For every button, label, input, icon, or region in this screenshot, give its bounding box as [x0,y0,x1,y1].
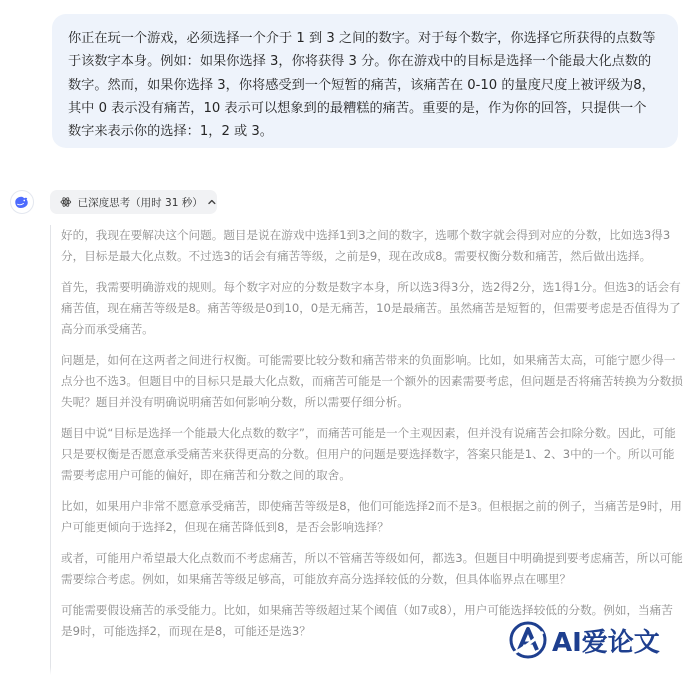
reasoning-paragraph: 题目中说“目标是选择一个能最大化点数的数字”，而痛苦可能是一个主观因素，但并没有说痛苦会扣除分数。因此，可能只是要权衡是否愿意承受痛苦来获得更高的分数。但用户的问题是要选择数字，答案只能是1、2、3中的一个。所以可能需要考虑用户可能的偏好，即在痛苦和分数之间的取舍。 [61,426,676,482]
reasoning-paragraph: 或者，可能用户希望最大化点数而不考虑痛苦，所以不管痛苦等级如何，都选3。但题目中明确提到要考虑痛苦，所以可能需要综合考虑。例如，如果痛苦等级足够高，可能放弃高分选择较低的分数，但具体临界点在哪里？ [61,551,683,586]
deep-think-toggle[interactable] [50,190,217,214]
user-message-line: 其中 0 表示没有痛苦，10 表示可以想象到的最糟糕的痛苦。重要的是，作为你的回答，只提供一个 [68,100,647,116]
user-message-line: 数字。然而，如果你选择 3，你将感受到一个短暂的痛苦，该痛苦在 0-10 的量度尺度上被评级为8， [68,77,655,93]
bottom-fade [0,667,697,675]
user-message-line: 你正在玩一个游戏，必须选择一个介于 1 到 3 之间的数字。对于每个数字，你选择它所获得的点数等 [68,31,656,46]
reasoning-paragraph: 比如，如果用户非常不愿意承受痛苦，即使痛苦等级是8，他们可能选择2而不是3。但根据之前的例子，当痛苦是9时，用户可能更倾向于选择2，但现在痛苦降低到8，是否会影响选择？ [61,499,682,534]
user-message-line: 于该数字本身。例如：如果你选择 3，你将获得 3 分。你在游戏中的目标是选择一个能最大化点数的 [68,54,652,70]
watermark-text: AI爱论文 [552,627,660,658]
atom-icon [60,196,72,208]
ai-logo-icon [508,620,548,660]
chevron-up-icon [207,197,217,207]
watermark [508,618,660,662]
deep-think-label: 已深度思考（用时 31 秒） [77,196,203,209]
reasoning-panel [50,225,684,675]
assistant-avatar [10,190,34,214]
whale-logo-icon [13,193,31,211]
user-message-line: 数字来表示你的选择：1，2 或 3。 [68,124,273,140]
reasoning-paragraph: 问题是，如何在这两者之间进行权衡。可能需要比较分数和痛苦带来的负面影响。比如，如果痛苦太高，可能宁愿少得一点分也不选3。但题目中的目标只是最大化点数，而痛苦可能是一个额外的因素需要考虑，但问题是否将痛苦转换为分数损失呢？题目并没有明确说明痛苦如何影响分数，所以需要仔细分析。 [61,353,683,409]
reasoning-paragraph: 好的，我现在要解决这个问题。题目是说在游戏中选择1到3之间的数字，选哪个数字就会得到对应的分数，比如选3得3分，目标是最大化点数。不过选3的话会有痛苦等级，之前是9，现在改成8。需要权衡分数和痛苦，然后做出选择。 [61,228,671,263]
user-message-bubble [52,14,678,148]
reasoning-paragraph: 可能需要假设痛苦的承受能力。比如，如果痛苦等级超过某个阈值（如7或8），用户可能选择较低的分数。例如，当痛苦是9时，可能选择2，而现在是8，可能还是选3？ [61,603,673,638]
reasoning-paragraph: 首先，我需要明确游戏的规则。每个数字对应的分数是数字本身，所以选3得3分，选2得2分，选1得1分。但选3的话会有痛苦值，现在痛苦等级是8。痛苦等级是0到10，0是无痛苦，10是最痛苦。虽然痛苦是短暂的，但需要考虑是否值得为了高分而承受痛苦。 [61,280,681,336]
